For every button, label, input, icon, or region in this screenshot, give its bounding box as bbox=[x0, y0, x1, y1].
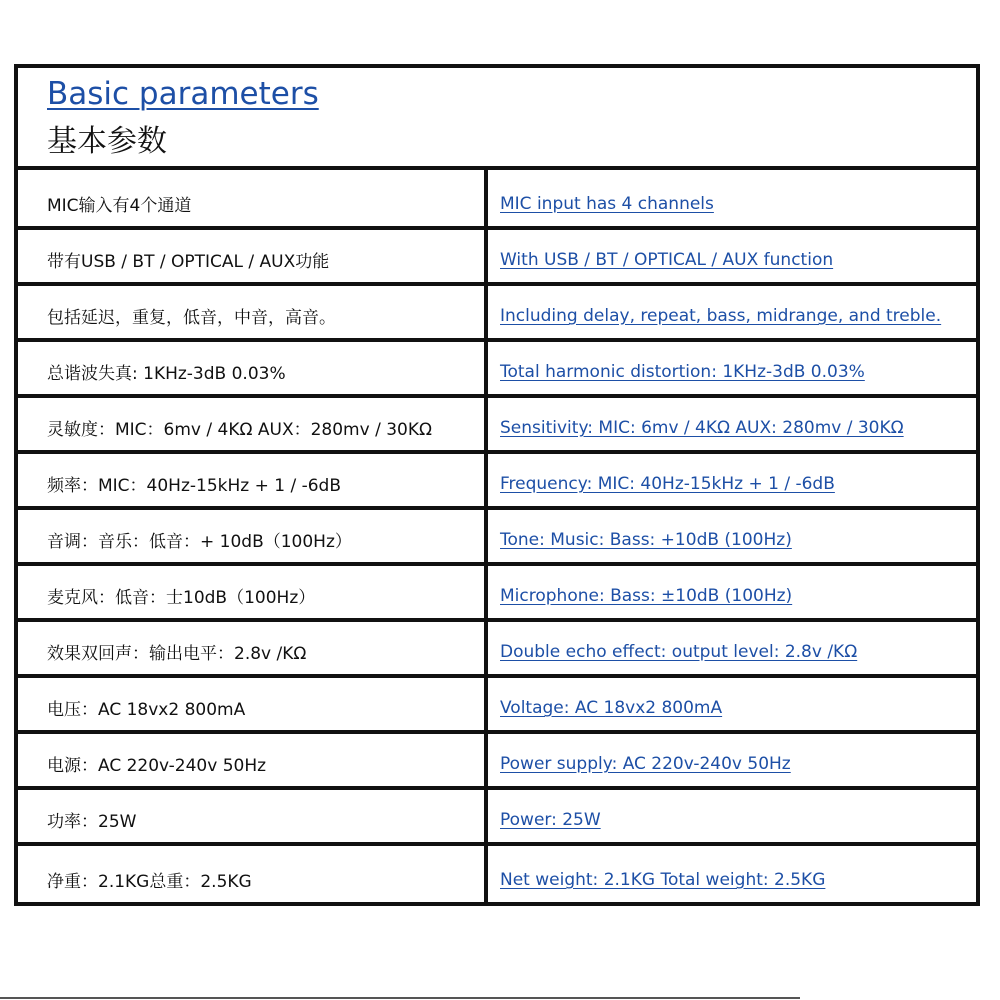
parameter-rows bbox=[18, 170, 976, 902]
parameters-table bbox=[14, 64, 980, 906]
parameter-chinese: 带有USB / BT / OPTICAL / AUX功能 bbox=[47, 252, 330, 272]
column-divider bbox=[484, 678, 488, 730]
table-row bbox=[18, 566, 976, 622]
table-row bbox=[18, 170, 976, 230]
parameter-chinese: 灵敏度：MIC：6mv / 4KΩ AUX：280mv / 30KΩ bbox=[47, 420, 432, 440]
column-divider bbox=[484, 510, 488, 562]
parameter-english-link[interactable]: With USB / BT / OPTICAL / AUX function bbox=[500, 250, 834, 270]
column-divider bbox=[484, 846, 488, 902]
parameter-english-link[interactable]: Microphone: Bass: ±10dB (100Hz) bbox=[500, 586, 793, 606]
column-divider bbox=[484, 790, 488, 842]
column-divider bbox=[484, 454, 488, 506]
parameter-english-link[interactable]: Net weight: 2.1KG Total weight: 2.5KG bbox=[500, 870, 826, 890]
column-divider bbox=[484, 286, 488, 338]
column-divider bbox=[484, 734, 488, 786]
parameter-chinese: 功率：25W bbox=[47, 812, 137, 832]
table-row bbox=[18, 846, 976, 902]
table-row bbox=[18, 734, 976, 790]
table-row bbox=[18, 678, 976, 734]
parameter-english-link[interactable]: Power: 25W bbox=[500, 810, 601, 830]
column-divider bbox=[484, 170, 488, 226]
title-chinese: 基本参数 bbox=[47, 124, 167, 159]
parameter-english-link[interactable]: Frequency: MIC: 40Hz-15kHz + 1 / -6dB bbox=[500, 474, 835, 494]
parameter-english-link[interactable]: Total harmonic distortion: 1KHz-3dB 0.03% bbox=[500, 362, 865, 382]
parameter-chinese: MIC输入有4个通道 bbox=[47, 196, 192, 216]
table-row bbox=[18, 342, 976, 398]
bottom-divider bbox=[0, 997, 800, 999]
parameter-english-link[interactable]: Voltage: AC 18vx2 800mA bbox=[500, 698, 723, 718]
column-divider bbox=[484, 622, 488, 674]
parameter-chinese: 电源：AC 220v-240v 50Hz bbox=[47, 756, 267, 776]
parameter-chinese: 效果双回声：输出电平：2.8v /KΩ bbox=[47, 644, 307, 664]
table-row bbox=[18, 790, 976, 846]
table-row bbox=[18, 454, 976, 510]
parameter-chinese: 麦克风：低音：士10dB（100Hz） bbox=[47, 588, 316, 608]
parameter-chinese: 频率：MIC：40Hz-15kHz + 1 / -6dB bbox=[47, 476, 342, 496]
parameter-english-link[interactable]: Sensitivity: MIC: 6mv / 4KΩ AUX: 280mv / 30KΩ bbox=[500, 418, 904, 438]
parameter-chinese: 音调：音乐：低音：+ 10dB（100Hz） bbox=[47, 532, 352, 552]
parameter-english-link[interactable]: Power supply: AC 220v-240v 50Hz bbox=[500, 754, 791, 774]
parameter-english-link[interactable]: Tone: Music: Bass: +10dB (100Hz) bbox=[500, 530, 792, 550]
parameter-chinese: 包括延迟，重复，低音，中音，高音。 bbox=[47, 308, 336, 328]
parameter-english-link[interactable]: Including delay, repeat, bass, midrange, and treble. bbox=[500, 306, 942, 326]
column-divider bbox=[484, 342, 488, 394]
column-divider bbox=[484, 398, 488, 450]
parameter-english-link[interactable]: Double echo effect: output level: 2.8v /KΩ bbox=[500, 642, 858, 662]
parameter-english-link[interactable]: MIC input has 4 channels bbox=[500, 194, 714, 214]
table-row bbox=[18, 622, 976, 678]
table-row bbox=[18, 230, 976, 286]
parameter-chinese: 电压：AC 18vx2 800mA bbox=[47, 700, 246, 720]
table-row bbox=[18, 510, 976, 566]
parameter-chinese: 总谐波失真: 1KHz-3dB 0.03% bbox=[47, 364, 286, 384]
column-divider bbox=[484, 230, 488, 282]
table-header bbox=[18, 68, 976, 170]
table-row bbox=[18, 398, 976, 454]
parameter-chinese: 净重：2.1KG总重：2.5KG bbox=[47, 872, 252, 892]
table-row bbox=[18, 286, 976, 342]
column-divider bbox=[484, 566, 488, 618]
title-english[interactable]: Basic parameters bbox=[47, 76, 319, 112]
